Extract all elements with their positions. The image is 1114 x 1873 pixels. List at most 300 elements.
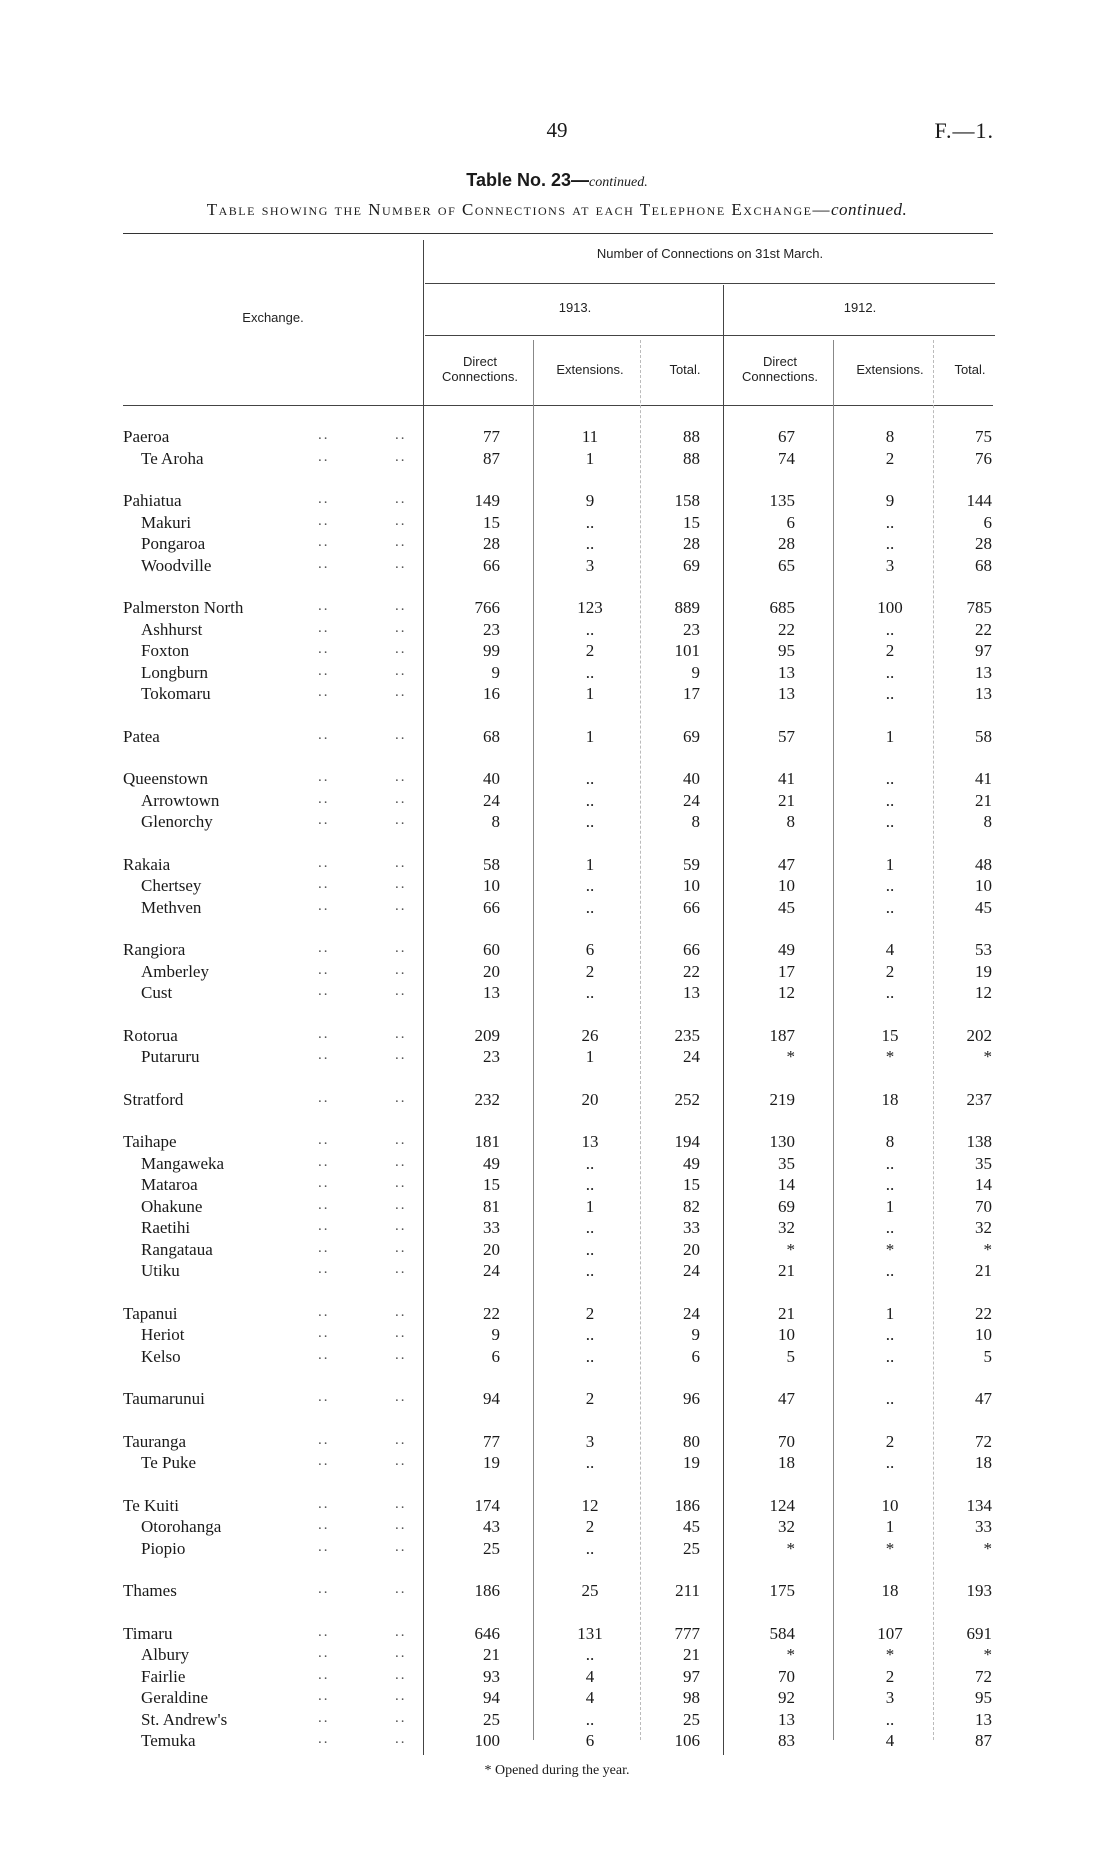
cell-e12: 18 — [881, 1090, 899, 1109]
exchange-name: Stratford — [123, 1090, 184, 1109]
leader-dots: .. — [318, 983, 330, 999]
cell-d12: 83 — [778, 1731, 795, 1750]
cell-e13: .. — [585, 791, 595, 810]
cell-e13: 26 — [581, 1026, 599, 1045]
cell-e12: .. — [885, 769, 895, 788]
exchange-name: Patea — [123, 727, 160, 746]
cell-d13: 15 — [483, 1175, 500, 1194]
table-row — [0, 1581, 1114, 1602]
cell-t13: 66 — [683, 940, 700, 959]
table-row — [0, 1240, 1114, 1261]
leader-dots: .. — [395, 1325, 407, 1341]
leader-dots: .. — [318, 1132, 330, 1148]
cell-t13: 6 — [691, 1347, 700, 1366]
exchange-name: Kelso — [141, 1347, 181, 1366]
cell-e13: 131 — [577, 1624, 603, 1643]
exchange-name: Rangataua — [141, 1240, 213, 1259]
table-row — [0, 1132, 1114, 1153]
cell-d12: 21 — [778, 1304, 795, 1323]
cell-d13: 646 — [474, 1624, 500, 1643]
header-total-1913: Total. — [669, 362, 701, 377]
table-row — [0, 1731, 1114, 1752]
cell-e12: .. — [885, 620, 895, 639]
cell-d12: 67 — [778, 427, 795, 446]
cell-t12: 22 — [975, 1304, 992, 1323]
cell-t13: 158 — [674, 491, 700, 510]
leader-dots: .. — [395, 1517, 407, 1533]
exchange-name: Putaruru — [141, 1047, 200, 1066]
table-row — [0, 1432, 1114, 1453]
leader-dots: .. — [395, 1132, 407, 1148]
cell-e12: 15 — [881, 1026, 899, 1045]
cell-d12: 57 — [778, 727, 795, 746]
exchange-name: Chertsey — [141, 876, 202, 895]
cell-d12: 22 — [778, 620, 795, 639]
leader-dots: .. — [318, 620, 330, 636]
table-row — [0, 598, 1114, 619]
cell-d12: 14 — [778, 1175, 795, 1194]
leader-dots: .. — [395, 427, 407, 443]
exchange-name: Ashhurst — [141, 620, 203, 639]
leader-dots: .. — [395, 1624, 407, 1640]
exchange-name: Paeroa — [123, 427, 170, 446]
cell-d13: 33 — [483, 1218, 500, 1237]
table-row — [0, 1197, 1114, 1218]
cell-d13: 15 — [483, 513, 500, 532]
header-direct-1913: Direct Connections. — [442, 354, 518, 384]
cell-d12: 175 — [769, 1581, 795, 1600]
cell-d13: 81 — [483, 1197, 500, 1216]
exchange-name: Glenorchy — [141, 812, 213, 831]
leader-dots: .. — [318, 513, 330, 529]
leader-dots: .. — [395, 1047, 407, 1063]
cell-d13: 766 — [474, 598, 500, 617]
table-row — [0, 876, 1114, 897]
cell-e13: .. — [585, 534, 595, 553]
cell-d13: 66 — [483, 898, 500, 917]
leader-dots: .. — [395, 940, 407, 956]
cell-e13: .. — [585, 663, 595, 682]
table-row — [0, 663, 1114, 684]
cell-e13: 13 — [581, 1132, 599, 1151]
cell-e12: 3 — [885, 1688, 895, 1707]
exchange-name: Te Aroha — [141, 449, 204, 468]
table-row — [0, 1667, 1114, 1688]
cell-d13: 20 — [483, 962, 500, 981]
exchange-name: Arrowtown — [141, 791, 220, 810]
table-row — [0, 812, 1114, 833]
exchange-name: Thames — [123, 1581, 177, 1600]
cell-t13: 194 — [674, 1132, 700, 1151]
cell-e12: 2 — [885, 1432, 895, 1451]
cell-d12: 10 — [778, 1325, 795, 1344]
cell-t13: 889 — [674, 598, 700, 617]
cell-d13: 24 — [483, 1261, 500, 1280]
table-subtitle-continued: continued. — [830, 200, 908, 219]
cell-e12: 10 — [881, 1496, 899, 1515]
cell-e12: .. — [885, 1261, 895, 1280]
exchange-name: Tapanui — [123, 1304, 178, 1323]
leader-dots: .. — [318, 641, 330, 657]
exchange-name: Ohakune — [141, 1197, 203, 1216]
cell-d13: 232 — [474, 1090, 500, 1109]
cell-d13: 40 — [483, 769, 500, 788]
cell-d12: 74 — [778, 449, 795, 468]
table-row — [0, 962, 1114, 983]
cell-t13: 24 — [683, 1047, 700, 1066]
leader-dots: .. — [318, 663, 330, 679]
cell-e13: .. — [585, 513, 595, 532]
cell-d13: 49 — [483, 1154, 500, 1173]
cell-d13: 149 — [474, 491, 500, 510]
cell-d12: 13 — [778, 663, 795, 682]
leader-dots: .. — [318, 556, 330, 572]
cell-e13: 1 — [585, 684, 595, 703]
cell-d12: 28 — [778, 534, 795, 553]
leader-dots: .. — [318, 1154, 330, 1170]
leader-dots: .. — [395, 1539, 407, 1555]
cell-t12: 47 — [975, 1389, 992, 1408]
cell-t12: 237 — [966, 1090, 992, 1109]
cell-e13: 2 — [585, 1389, 595, 1408]
cell-e13: .. — [585, 1261, 595, 1280]
cell-d12: 21 — [778, 1261, 795, 1280]
table-title-continued: continued. — [588, 175, 648, 190]
leader-dots: .. — [395, 620, 407, 636]
cell-d13: 186 — [474, 1581, 500, 1600]
cell-e13: .. — [585, 769, 595, 788]
exchange-name: Rotorua — [123, 1026, 178, 1045]
cell-t13: 69 — [683, 727, 700, 746]
cell-e12: 2 — [885, 962, 895, 981]
cell-d13: 6 — [491, 1347, 500, 1366]
table-row — [0, 1624, 1114, 1645]
leader-dots: .. — [395, 1090, 407, 1106]
leader-dots: .. — [318, 812, 330, 828]
cell-e13: .. — [585, 812, 595, 831]
exchange-name: Geraldine — [141, 1688, 209, 1707]
header-extensions-1912: Extensions. — [856, 362, 924, 377]
cell-e12: 1 — [885, 1304, 895, 1323]
cell-d13: 66 — [483, 556, 500, 575]
leader-dots: .. — [318, 1688, 330, 1704]
cell-d12: 21 — [778, 791, 795, 810]
cell-e12: 1 — [885, 727, 895, 746]
cell-t12: 144 — [966, 491, 992, 510]
leader-dots: .. — [395, 1432, 407, 1448]
cell-e12: .. — [885, 1710, 895, 1729]
cell-t12: 70 — [975, 1197, 992, 1216]
cell-d12: 49 — [778, 940, 795, 959]
cell-t12: 19 — [975, 962, 992, 981]
table-row — [0, 641, 1114, 662]
cell-d12: 70 — [778, 1432, 795, 1451]
cell-t12: 138 — [966, 1132, 992, 1151]
leader-dots: .. — [395, 598, 407, 614]
cell-e13: 12 — [581, 1496, 599, 1515]
cell-d13: 9 — [491, 1325, 500, 1344]
leader-dots: .. — [318, 940, 330, 956]
cell-t13: 186 — [674, 1496, 700, 1515]
cell-e12: * — [885, 1645, 895, 1664]
cell-t13: 17 — [683, 684, 700, 703]
leader-dots: .. — [318, 598, 330, 614]
leader-dots: .. — [318, 1710, 330, 1726]
cell-t13: 88 — [683, 449, 700, 468]
cell-d13: 209 — [474, 1026, 500, 1045]
cell-e12: .. — [885, 898, 895, 917]
footnote: * Opened during the year. — [484, 1763, 630, 1778]
table-row — [0, 1304, 1114, 1325]
leader-dots: .. — [318, 1667, 330, 1683]
cell-d13: 9 — [491, 663, 500, 682]
cell-d12: 124 — [769, 1496, 795, 1515]
cell-e12: 1 — [885, 1197, 895, 1216]
exchange-name: Heriot — [141, 1325, 185, 1344]
cell-t13: 98 — [683, 1688, 700, 1707]
table-title — [0, 170, 1114, 191]
cell-e12: .. — [885, 1389, 895, 1408]
leader-dots: .. — [395, 491, 407, 507]
exchange-name: Albury — [141, 1645, 190, 1664]
cell-t13: 9 — [691, 1325, 700, 1344]
cell-t12: 75 — [975, 427, 992, 446]
leader-dots: .. — [395, 1688, 407, 1704]
leader-dots: .. — [318, 449, 330, 465]
cell-t12: 72 — [975, 1432, 992, 1451]
cell-d12: 13 — [778, 684, 795, 703]
cell-e13: 3 — [585, 1432, 595, 1451]
cell-t13: 69 — [683, 556, 700, 575]
cell-e12: .. — [885, 1175, 895, 1194]
table-row — [0, 513, 1114, 534]
cell-e12: .. — [885, 513, 895, 532]
cell-t13: 25 — [683, 1710, 700, 1729]
page-reference: F.—1. — [934, 118, 994, 143]
cell-d13: 22 — [483, 1304, 500, 1323]
cell-t13: 211 — [675, 1581, 700, 1600]
cell-t13: 23 — [683, 620, 700, 639]
table-row — [0, 449, 1114, 470]
leader-dots: .. — [395, 1496, 407, 1512]
header-year-1913: 1913. — [558, 300, 592, 315]
cell-d12: * — [786, 1047, 795, 1066]
cell-t12: 53 — [975, 940, 992, 959]
exchange-name: Temuka — [141, 1731, 196, 1750]
cell-t13: 88 — [683, 427, 700, 446]
cell-e13: 1 — [585, 449, 595, 468]
exchange-name: St. Andrew's — [141, 1710, 228, 1729]
exchange-name: Pongaroa — [141, 534, 206, 553]
cell-t12: 35 — [975, 1154, 992, 1173]
exchange-name: Taumarunui — [123, 1389, 205, 1408]
cell-t13: 777 — [674, 1624, 700, 1643]
exchange-name: Foxton — [141, 641, 190, 660]
leader-dots: .. — [318, 1026, 330, 1042]
top-rule — [123, 233, 993, 234]
leader-dots: .. — [318, 1347, 330, 1363]
exchange-name: Methven — [141, 898, 202, 917]
cell-t12: 134 — [966, 1496, 992, 1515]
cell-t13: 106 — [674, 1731, 700, 1750]
leader-dots: .. — [318, 962, 330, 978]
exchange-name: Palmerston North — [123, 598, 244, 617]
header-year-1912: 1912. — [843, 300, 877, 315]
table-row — [0, 1154, 1114, 1175]
cell-e13: 4 — [585, 1688, 595, 1707]
exchange-name: Tokomaru — [141, 684, 211, 703]
exchange-name: Rakaia — [123, 855, 171, 874]
leader-dots: .. — [318, 855, 330, 871]
cell-e13: .. — [585, 876, 595, 895]
cell-e13: 4 — [585, 1667, 595, 1686]
leader-dots: .. — [395, 1240, 407, 1256]
table-subtitle-main: Table showing the Number of Connections at each Telephone Exchange— — [206, 200, 831, 219]
table-row — [0, 1325, 1114, 1346]
leader-dots: .. — [318, 491, 330, 507]
cell-d13: 16 — [483, 684, 500, 703]
exchange-name: Te Kuiti — [123, 1496, 179, 1515]
cell-t13: 28 — [683, 534, 700, 553]
cell-t13: 24 — [683, 1261, 700, 1280]
cell-e12: 1 — [885, 855, 895, 874]
leader-dots: .. — [318, 791, 330, 807]
table-row — [0, 940, 1114, 961]
leader-dots: .. — [395, 1175, 407, 1191]
table-title-main: Table No. 23— — [466, 170, 589, 190]
cell-d13: 24 — [483, 791, 500, 810]
cell-t12: 691 — [966, 1624, 992, 1643]
cell-t13: 8 — [691, 812, 700, 831]
cell-t13: 22 — [683, 962, 700, 981]
leader-dots: .. — [395, 1731, 407, 1747]
cell-e12: .. — [885, 684, 895, 703]
cell-d12: 219 — [769, 1090, 795, 1109]
cell-e12: 4 — [885, 940, 895, 959]
cell-t13: 59 — [683, 855, 700, 874]
cell-d13: 174 — [474, 1496, 500, 1515]
leader-dots: .. — [318, 427, 330, 443]
leader-dots: .. — [395, 1347, 407, 1363]
cell-t12: 41 — [975, 769, 992, 788]
cell-e12: 18 — [881, 1581, 899, 1600]
leader-dots: .. — [318, 684, 330, 700]
leader-dots: .. — [395, 876, 407, 892]
cell-e12: * — [885, 1240, 895, 1259]
cell-t12: * — [983, 1240, 992, 1259]
cell-d13: 10 — [483, 876, 500, 895]
cell-e13: 2 — [585, 641, 595, 660]
cell-d13: 21 — [483, 1645, 500, 1664]
leader-dots: .. — [318, 769, 330, 785]
cell-t12: 32 — [975, 1218, 992, 1237]
cell-d13: 60 — [483, 940, 500, 959]
leader-dots: .. — [395, 1261, 407, 1277]
cell-d12: 18 — [778, 1453, 795, 1472]
cell-e13: 1 — [585, 855, 595, 874]
table-subtitle — [0, 200, 1114, 220]
leader-dots: .. — [318, 1240, 330, 1256]
cell-t12: 6 — [983, 513, 992, 532]
cell-t13: 101 — [674, 641, 700, 660]
cell-e13: 6 — [585, 1731, 595, 1750]
table-row — [0, 1517, 1114, 1538]
cell-e13: 6 — [585, 940, 595, 959]
cell-e12: 3 — [885, 556, 895, 575]
table-row — [0, 684, 1114, 705]
cell-t12: * — [983, 1539, 992, 1558]
cell-t13: 15 — [683, 513, 700, 532]
cell-d12: * — [786, 1539, 795, 1558]
cell-d12: 45 — [778, 898, 795, 917]
cell-e12: .. — [885, 1453, 895, 1472]
cell-t12: 97 — [975, 641, 992, 660]
table-row — [0, 534, 1114, 555]
cell-t12: 72 — [975, 1667, 992, 1686]
cell-d13: 94 — [483, 1389, 500, 1408]
leader-dots: .. — [318, 1624, 330, 1640]
cell-t13: 40 — [683, 769, 700, 788]
exchange-name: Te Puke — [141, 1453, 196, 1472]
exchange-name: Piopio — [141, 1539, 186, 1558]
cell-e12: 2 — [885, 641, 895, 660]
cell-e12: .. — [885, 791, 895, 810]
exchange-name: Mangaweka — [141, 1154, 225, 1173]
leader-dots: .. — [395, 898, 407, 914]
table-row — [0, 1047, 1114, 1068]
cell-d12: 135 — [769, 491, 795, 510]
cell-d12: 95 — [778, 641, 795, 660]
leader-dots: .. — [395, 663, 407, 679]
cell-t12: 48 — [975, 855, 992, 874]
cell-t12: 45 — [975, 898, 992, 917]
cell-t13: 82 — [683, 1197, 700, 1216]
table-row — [0, 983, 1114, 1004]
cell-d13: 68 — [483, 727, 500, 746]
cell-d13: 23 — [483, 1047, 500, 1066]
exchange-name: Makuri — [141, 513, 192, 532]
cell-e12: 2 — [885, 1667, 895, 1686]
leader-dots: .. — [318, 1261, 330, 1277]
cell-d13: 25 — [483, 1539, 500, 1558]
header-exchange: Exchange. — [242, 310, 304, 325]
leader-dots: .. — [318, 1453, 330, 1469]
cell-d13: 19 — [483, 1453, 500, 1472]
cell-d12: 70 — [778, 1667, 795, 1686]
cell-d13: 43 — [483, 1517, 500, 1536]
cell-t12: 58 — [975, 727, 992, 746]
cell-t12: 785 — [966, 598, 992, 617]
leader-dots: .. — [395, 641, 407, 657]
leader-dots: .. — [318, 1325, 330, 1341]
exchange-name: Pahiatua — [123, 491, 182, 510]
table-row — [0, 1710, 1114, 1731]
cell-e12: .. — [885, 876, 895, 895]
header-rule-group — [425, 283, 995, 284]
leader-dots: .. — [318, 1645, 330, 1661]
cell-d12: 17 — [778, 962, 795, 981]
cell-e12: * — [885, 1539, 895, 1558]
cell-t13: 49 — [683, 1154, 700, 1173]
cell-t12: 10 — [975, 876, 992, 895]
cell-e13: 1 — [585, 727, 595, 746]
cell-e13: 25 — [581, 1581, 599, 1600]
leader-dots: .. — [395, 1304, 407, 1320]
cell-e12: 8 — [885, 427, 895, 446]
exchange-name: Longburn — [141, 663, 209, 682]
cell-t13: 25 — [683, 1539, 700, 1558]
header-rule-years — [425, 335, 995, 336]
